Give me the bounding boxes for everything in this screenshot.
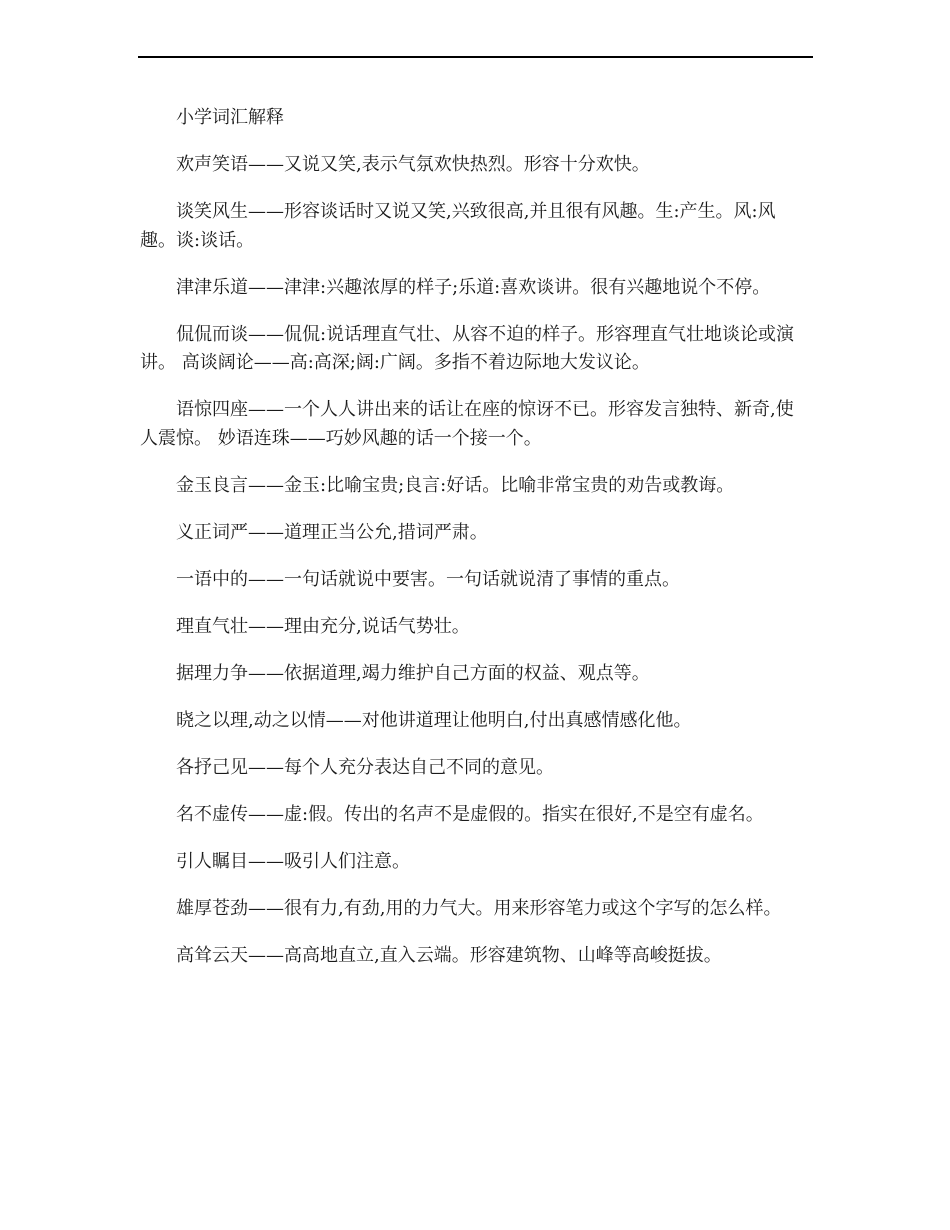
entry-paragraph: 各抒己见——每个人充分表达自己不同的意见。 <box>176 756 554 778</box>
entry-paragraph: 据理力争——依据道理,竭力维护自己方面的权益、观点等。 <box>176 662 650 684</box>
entry-paragraph: 津津乐道——津津:兴趣浓厚的样子;乐道:喜欢谈讲。很有兴趣地说个不停。 <box>176 276 771 298</box>
entry-paragraph: 高耸云天——高高地直立,直入云端。形容建筑物、山峰等高峻挺拔。 <box>176 944 722 966</box>
entry-paragraph: 欢声笑语——又说又笑,表示气氛欢快热烈。形容十分欢快。 <box>176 154 650 175</box>
entry-paragraph: 侃侃而谈——侃侃:说话理直气壮、从容不迫的样子。形容理直气壮地谈论或演讲。 高谈阔论——高:高深;阔:广阔。多指不着边际地大发议论。 <box>140 323 795 373</box>
entry-paragraph: 语惊四座——一个人人讲出来的话让在座的惊讶不已。形容发言独特、新奇,使人震惊。 妙语连珠——巧妙风趣的话一个接一个。 <box>140 399 794 449</box>
document-body <box>140 104 810 989</box>
entry-paragraph: 义正词严——道理正当公允,措词严肃。 <box>176 521 488 543</box>
entry-paragraph: 一语中的——一句话就说中要害。一句话就说清了事情的重点。 <box>176 568 680 590</box>
entry-paragraph: 晓之以理,动之以情——对他讲道理让他明白,付出真感情感化他。 <box>176 709 692 731</box>
entry-paragraph: 名不虚传——虚:假。传出的名声不是虚假的。指实在很好,不是空有虚名。 <box>176 803 764 825</box>
document-title: 小学词汇解释 <box>176 107 284 128</box>
entry-paragraph: 理直气壮——理由充分,说话气势壮。 <box>176 615 470 637</box>
entry-paragraph: 谈笑风生——形容谈话时又说又笑,兴致很高,并且很有风趣。生:产生。风:风趣。谈:谈话。 <box>140 201 776 251</box>
entry-paragraph: 引人瞩目——吸引人们注意。 <box>176 850 410 872</box>
header-rule <box>138 56 813 58</box>
entry-paragraph: 雄厚苍劲——很有力,有劲,用的力气大。用来形容笔力或这个字写的怎么样。 <box>176 897 782 919</box>
entry-paragraph: 金玉良言——金玉:比喻宝贵;良言:好话。比喻非常宝贵的劝告或教诲。 <box>176 474 735 496</box>
